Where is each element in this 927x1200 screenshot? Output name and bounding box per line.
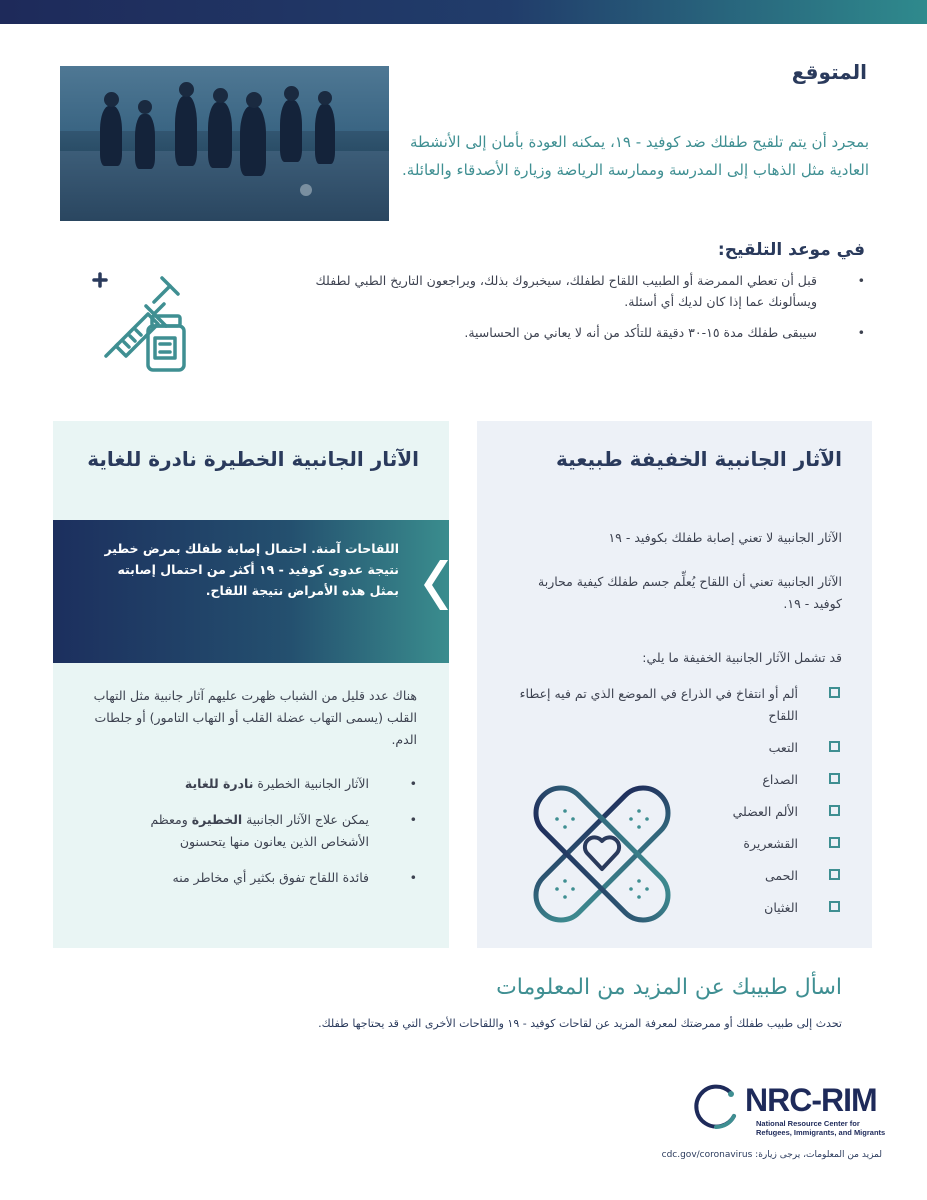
list-item: التعب — [507, 737, 842, 759]
safety-banner — [53, 520, 449, 663]
severe-side-effects-panel — [53, 421, 449, 948]
kids-playing-photo — [60, 66, 389, 221]
footer-link[interactable]: cdc.gov/coronavirus — [661, 1150, 753, 1160]
bandage-heart-icon — [527, 779, 677, 929]
mild-title: الآثار الجانبية الخفيفة طبيعية — [555, 447, 842, 471]
expected-title: المتوقع — [791, 60, 867, 84]
list-item: القشعريرة — [507, 833, 842, 855]
logo-ring-icon — [690, 1082, 740, 1132]
nrc-rim-logo — [690, 1080, 890, 1140]
list-item: ألم أو انتفاخ في الذراع في الموضع الذي تم فيه إعطاء اللقاح — [507, 683, 842, 727]
list-item: الصداع — [507, 769, 842, 791]
severe-paragraph: هناك عدد قليل من الشباب ظهرت عليهم آثار جانبية مثل التهاب القلب (يسمى التهاب عضلة القلب أو التهاب التامور) أو جلطات الدم. — [93, 688, 417, 747]
ask-doctor-text: تحدث إلى طبيب طفلك أو ممرضتك لمعرفة المزيد عن لقاحات كوفيد - ١٩ واللقاحات الأخرى التي قد يحتاجها طفلك. — [318, 1017, 842, 1030]
list-item: • فائدة اللقاح تفوق بكثير أي مخاطر منه — [117, 867, 417, 889]
footer-label: لمزيد من المعلومات، يرجى زيارة: — [755, 1150, 882, 1160]
list-item: الحمى — [507, 865, 842, 887]
checkbox-icon — [829, 773, 840, 784]
severe-list — [117, 773, 417, 903]
list-item: الألم العضلي — [507, 801, 842, 823]
expected-intro: بمجرد أن يتم تلقيح طفلك ضد كوفيد - ١٩، يمكنه العودة بأمان إلى الأنشطة العادية مثل الذهاب إلى المدرسة وممارسة الرياضة وزيارة الأصدقاء والعائلة. — [402, 133, 869, 179]
list-item: • الآثار الجانبية الخطيرة نادرة للغاية — [117, 773, 417, 795]
safety-banner-text: اللقاحات آمنة. احتمال إصابة طفلك بمرض خطير نتيجة عدوى كوفيد - ١٩ أكثر من احتمال إصابته بمثل هذه الأمراض نتيجة اللقاح. — [104, 541, 399, 598]
footer-info — [662, 1150, 882, 1160]
checkbox-icon — [829, 869, 840, 880]
list-item: • يمكن علاج الآثار الجانبية الخطيرة ومعظم الأشخاص الذين يعانون منها يتحسنون — [117, 809, 417, 853]
vaccine-syringe-icon — [88, 268, 198, 378]
list-item: الغثيان — [507, 897, 842, 919]
severe-title: الآثار الجانبية الخطيرة نادرة للغاية — [87, 447, 419, 471]
top-gradient-bar — [0, 0, 927, 24]
appointment-title: في موعد التلقيح: — [717, 240, 865, 260]
chevron-left-icon — [418, 556, 448, 614]
list-item: • قبل أن تعطي الممرضة أو الطبيب اللقاح لطفلك، سيخبروك بذلك، ويراجعون التاريخ الطبي لطفلك ويسألونك عما إذا كان لديك أي أسئلة. — [305, 270, 865, 312]
checkbox-icon — [829, 837, 840, 848]
mild-paragraph-1: الآثار الجانبية لا تعني إصابة طفلك بكوفيد - ١٩ — [608, 530, 842, 545]
mild-paragraph-2: الآثار الجانبية تعني أن اللقاح يُعلِّم جسم طفلك كيفية محاربة كوفيد - ١٩. — [538, 574, 842, 611]
checkbox-icon — [829, 687, 840, 698]
mild-side-effects-panel — [477, 421, 872, 948]
ask-doctor-title: اسأل طبيبك عن المزيد من المعلومات — [496, 975, 842, 1000]
mild-paragraph-3: قد تشمل الآثار الجانبية الخفيفة ما يلي: — [642, 650, 842, 665]
list-item: • سيبقى طفلك مدة ١٥-٣٠ دقيقة للتأكد من أنه لا يعاني من الحساسية. — [305, 322, 865, 343]
checkbox-icon — [829, 901, 840, 912]
logo-name: NRC-RIM — [745, 1082, 877, 1118]
checkbox-icon — [829, 741, 840, 752]
appointment-list — [305, 270, 865, 353]
checkbox-icon — [829, 805, 840, 816]
logo-subtitle: National Resource Center for Refugees, Immigrants, and Migrants — [756, 1119, 886, 1137]
